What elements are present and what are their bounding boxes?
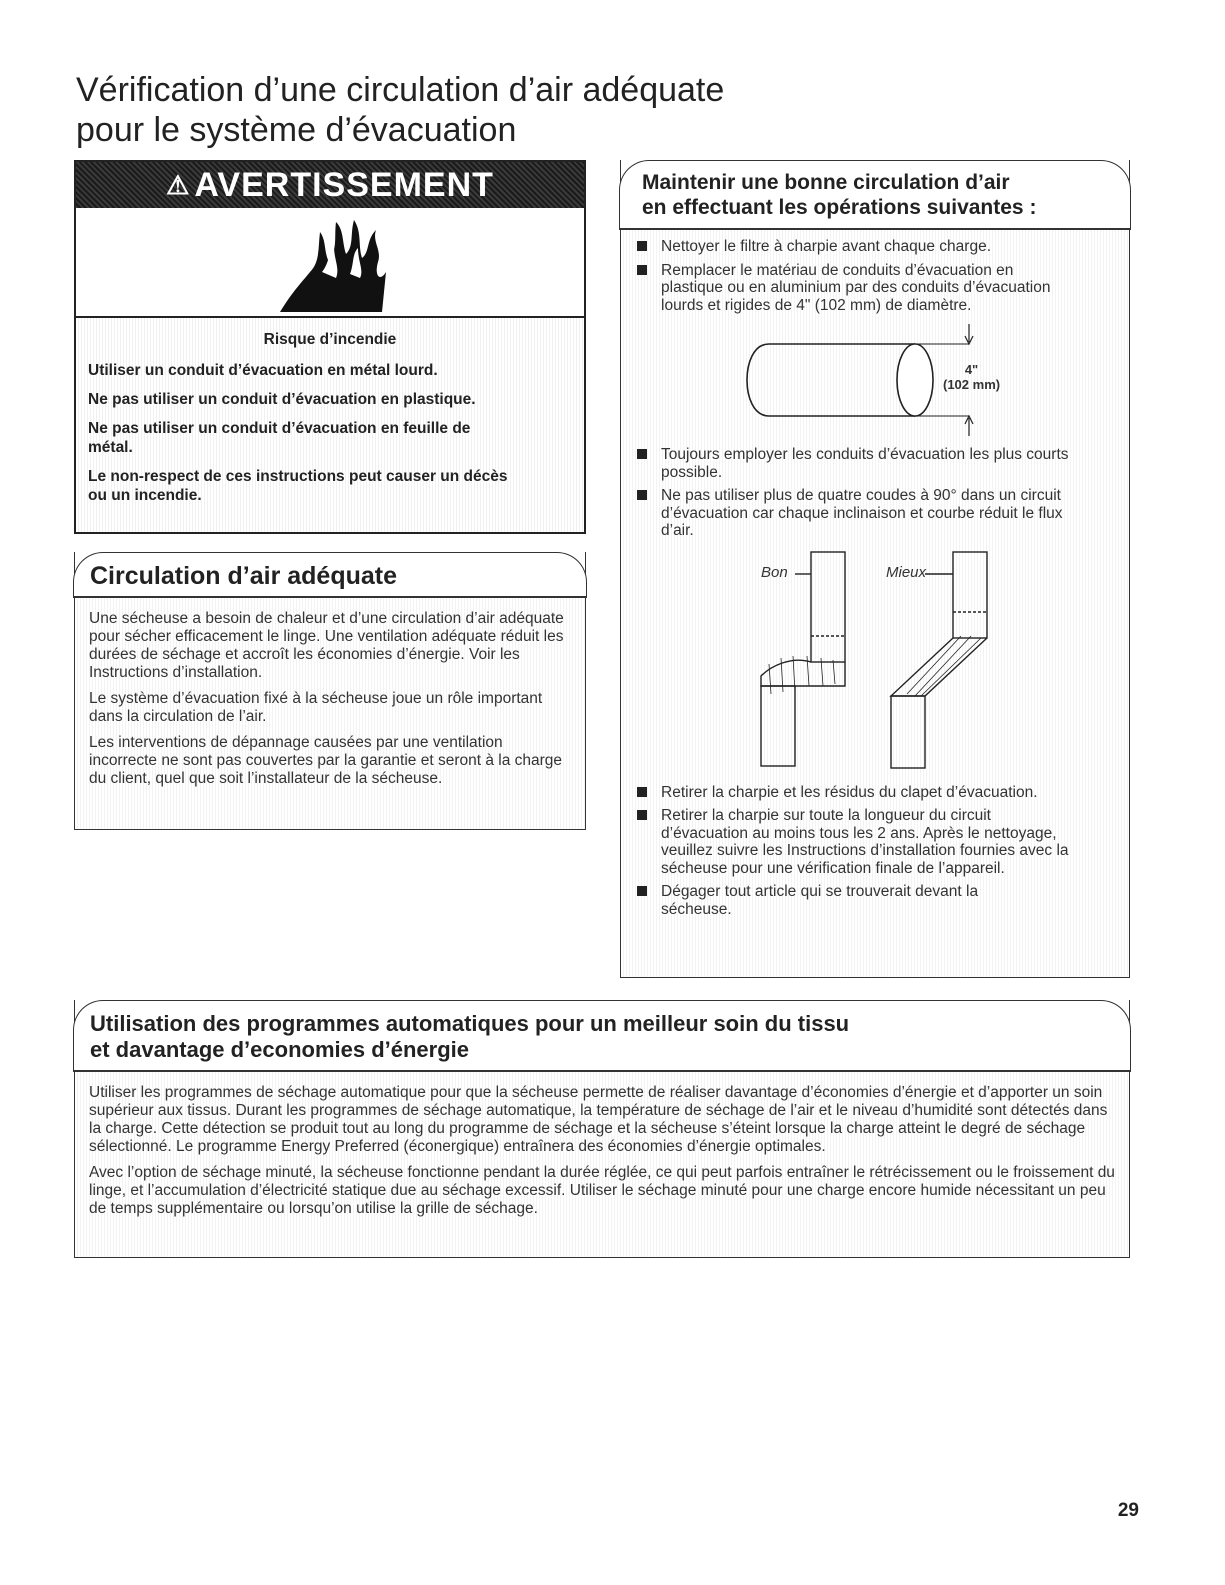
duct-diagram [631,320,1119,440]
warning-header-text: AVERTISSEMENT [194,166,494,204]
warning-triangle-icon: ⚠ [166,170,191,200]
airflow-section [74,552,586,830]
fire-icon [262,212,402,316]
auto-paragraph: Avec l’option de séchage minuté, la sécheuse fonctionne pendant la durée réglée, ce qui peut parfois entraîner le rétrécissement ou le froissement du linge, et l’accumulation d’électricité statique due au séchage excessif. Utiliser le séchage minuté pour une charge encore humide nécessitant un peu de temps supplémentaire ou lorsqu’on utilise la grille de séchage. [89,1164,1115,1217]
airflow-title: Circulation d’air adéquate [90,562,398,590]
list-item: Toujours employer les conduits d’évacuation les plus courts possible. [631,446,1071,481]
warning-box [74,160,586,534]
warning-line: Le non-respect de ces instructions peut causer un décès ou un incendie. [88,468,508,504]
page-title-line-2: pour le système d’évacuation [76,111,517,149]
warning-line: Ne pas utiliser un conduit d’évacuation en plastique. [88,391,476,408]
maintain-title-line-2: en effectuant les opérations suivantes : [642,196,1037,219]
list-item: Dégager tout article qui se trouverait devant la sécheuse. [631,883,1041,918]
warning-header [76,162,584,208]
airflow-paragraph: Une sécheuse a besoin de chaleur et d’une circulation d’air adéquate pour sécher efficacement le linge. Une ventilation adéquate réduit les durées de séchage et accroît les économies d’énergie. Voir les Instructions d’installation. [89,610,564,681]
label-better: Mieux [886,563,927,581]
auto-paragraph: Utiliser les programmes de séchage automatique pour que la sécheuse permette de réaliser davantage d’économies d’énergie et d’apporter un soin supérieur aux tissus. Durant les programmes de séchage automatique, la température de séchage de l’air et le niveau d’humidité sont détectés dans la charge. Cette détection se produit tout au long du programme de séchage et la sécheuse s’éteint lorsque la charge atteint le degré de séchage sélectionné. Le programme Energy Preferred (éconergique) entraînera des économies d’énergie optimales. [89,1084,1108,1155]
elbow-diagram [631,546,1119,778]
list-item: Remplacer le matériau de conduits d’évacuation en plastique ou en aluminium par des conduits d’évacuation lourds et rigides de 4" (102 mm) de diamètre. [631,262,1061,315]
list-item: Nettoyer le filtre à charpie avant chaque charge. [631,238,1061,256]
airflow-paragraph: Les interventions de dépannage causées par une ventilation incorrecte ne sont pas couvertes par la garantie et seront à la charge du client, quel que soit l’installateur de la sécheuse. [89,734,563,787]
warning-risk: Risque d’incendie [263,331,397,348]
airflow-paragraph: Le système d’évacuation fixé à la sécheuse joue un rôle important dans la circulation de l’air. [89,690,543,725]
warning-line: Utiliser un conduit d’évacuation en métal lourd. [88,362,438,379]
page-number: 29 [1117,1500,1139,1521]
page-title [76,70,724,150]
page-title-line-1: Vérification d’une circulation d’air adéquate [76,71,725,109]
list-item: Retirer la charpie sur toute la longueur du circuit d’évacuation au moins tous les 2 ans. Après le nettoyage, veuillez suivre les Instructions d’installation fournies avec la sécheuse pour une vérification finale de l’appareil. [631,807,1071,877]
warning-line: Ne pas utiliser un conduit d’évacuation en feuille de métal. [88,420,471,456]
label-good: Bon [761,563,788,581]
maintain-title-line-1: Maintenir une bonne circulation d’air [642,171,1010,194]
duct-dimension: 4" (102 mm) [943,362,1001,392]
list-item: Ne pas utiliser plus de quatre coudes à 90° dans un circuit d’évacuation car chaque inclinaison et courbe réduit le flux d’air. [631,487,1071,540]
elbow-illustration [731,546,1051,776]
auto-title-line-2: et davantage d’economies d’énergie [90,1037,470,1062]
auto-programs-section [74,1000,1130,1258]
list-item: Retirer la charpie et les résidus du clapet d’évacuation. [631,784,1087,802]
maintain-section [620,160,1130,978]
auto-title-line-1: Utilisation des programmes automatiques pour un meilleur soin du tissu [90,1011,850,1036]
